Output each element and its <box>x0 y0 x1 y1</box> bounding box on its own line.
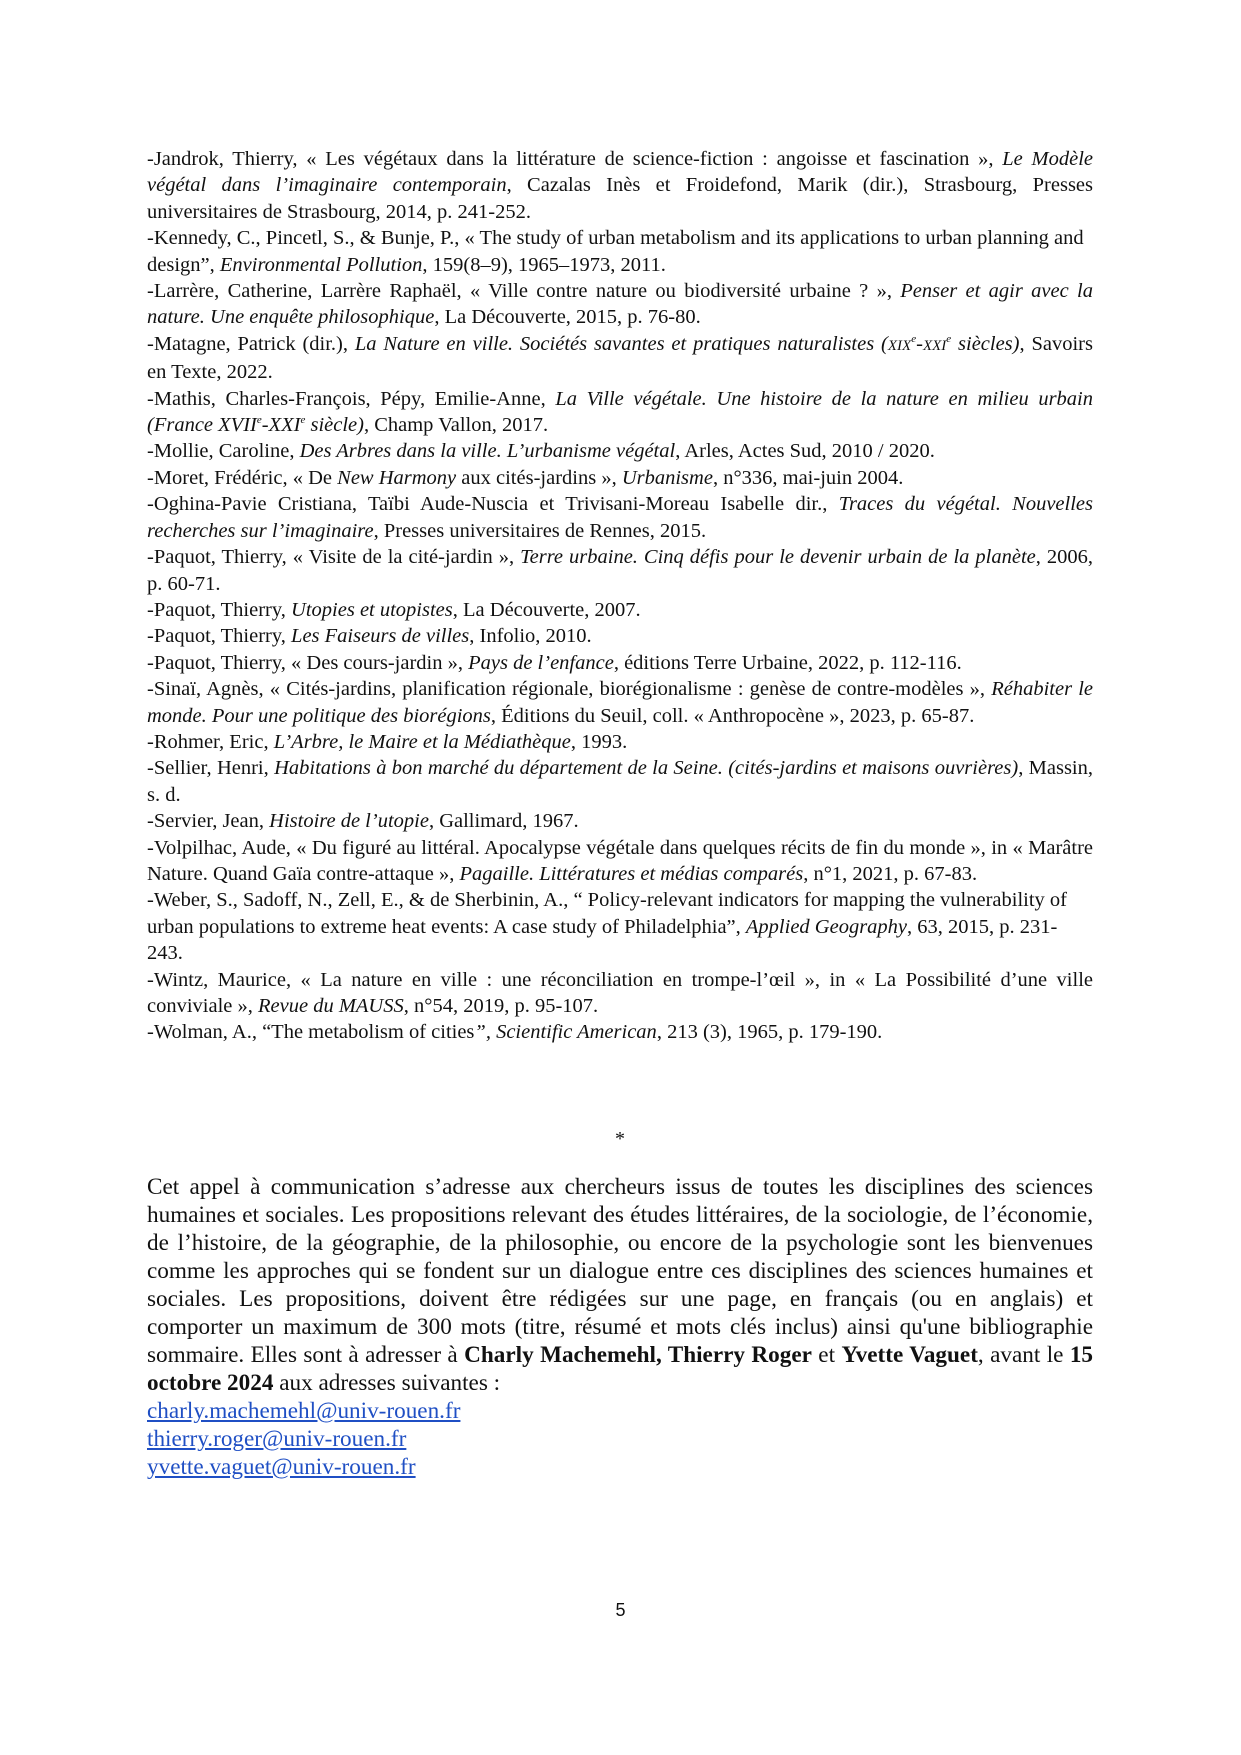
email-link[interactable]: thierry.roger@univ-rouen.fr <box>147 1425 407 1452</box>
bibliography-entry <box>147 146 1093 225</box>
text-run: e <box>256 414 262 427</box>
bibliography-entry <box>147 967 1093 1020</box>
italic-title-text: Utopies et utopistes <box>291 598 453 621</box>
text-run: -Mollie, Caroline, <box>147 440 300 463</box>
italic-title-text: Environmental Pollution <box>219 253 423 276</box>
text-run: , n°336, mai-juin 2004. <box>712 466 904 489</box>
bibliography-entry <box>147 835 1093 888</box>
italic-title-text: New Harmony <box>337 466 457 489</box>
bibliography-entry <box>147 544 1093 597</box>
italic-title-text: ”, Scientific American <box>474 1021 657 1044</box>
text-run: , La Découverte, 2015, p. 76-80. <box>434 306 701 329</box>
bibliography-entry <box>147 755 1093 808</box>
bibliography-entry <box>147 729 1093 755</box>
text-run: -Jandrok, Thierry, « Les végétaux dans la littérature de science-fiction : angoisse et fascination », <box>147 148 1003 170</box>
text-run: -Kennedy, C., Pincetl, S., & Bunje, P., « The study of urban metabolism and its applications to urban planning and design”, <box>147 227 1084 276</box>
text-run: -Wintz, Maurice, « La nature en ville : une réconciliation en trompe-l’œil », in « La Possibilité d’une ville conviviale », <box>147 968 1093 1017</box>
text-run: Cet appel à communication s’adresse aux chercheurs issus de toutes les disciplines des sciences humaines et sociales. Les propositions relevant des études littéraires, de la sociologie, de l’économie, de l’histoire, de la géographie, de la philosophie, ou encore de la psychologie sont les bienvenues comme les approches qui se fondent sur un dialogue entre ces disciplines des sciences humaines et sociales. Les propositions, doivent être rédigées sur une page, en français (ou en anglais) et comporter un maximum de 300 mots (titre, résumé et mots clés inclus) ainsi qu'une bibliographie sommaire. Elles sont à adresser à <box>147 1173 1093 1368</box>
text-run: -Paquot, Thierry, <box>147 625 292 648</box>
text-run: , 2006, p. 60-71. <box>147 546 1093 595</box>
text-run: -Matagne, Patrick (dir.), <box>147 332 355 355</box>
text-run: -Sellier, Henri, <box>147 757 275 780</box>
italic-title-text: La Nature en ville. Sociétés savantes et pratiques naturalistes ( <box>354 332 888 355</box>
italic-title-text: Pays de l’enfance <box>468 651 614 674</box>
italic-title-text: Réhabiter le monde. Pour une politique des biorégions <box>147 678 1093 727</box>
text-run: , Massin, s. d. <box>147 757 1093 806</box>
italic-title-text: Revue du MAUSS <box>258 995 404 1017</box>
bold-text: Yvette Vaguet <box>841 1341 978 1368</box>
italic-title-text: L’Arbre, le Maire et la Médiathèque <box>273 730 571 753</box>
text-run: XXI <box>922 337 947 354</box>
text-run: , Cazalas Inès et Froidefond, Marik (dir.), Strasbourg, Presses universitaires de Strasbourg, 2014, p. 241-252. <box>147 174 1093 223</box>
text-run: -Rohmer, Eric, <box>147 730 274 753</box>
email-link[interactable]: yvette.vaguet@univ-rouen.fr <box>147 1453 416 1480</box>
italic-title-text: Habitations à bon marché du département de la Seine. (cités-jardins et maisons ouvrières) <box>274 757 1019 780</box>
text-run: -Moret, Frédéric, « De <box>147 466 338 489</box>
bibliography-entry <box>147 597 1093 623</box>
italic-title-text: - <box>916 332 923 355</box>
text-run: -Wolman, A., “The metabolism of cities <box>147 1021 475 1044</box>
bold-text: Charly Machemehl, Thierry Roger <box>464 1341 812 1368</box>
text-run: e <box>911 333 917 346</box>
text-run: e <box>946 333 952 346</box>
text-run: , 159(8–9), 1965–1973, 2011. <box>422 253 666 276</box>
text-run: , n°54, 2019, p. 95-107. <box>403 995 599 1017</box>
bibliography-entry <box>147 623 1093 649</box>
italic-title-text: -XXI <box>261 414 301 437</box>
italic-title-text: Des Arbres dans la ville. L’urbanisme végétal <box>299 440 676 463</box>
text-run: , Savoirs en Texte, 2022. <box>147 332 1093 384</box>
italic-title-text: Penser et agir avec la nature. Une enquête philosophique <box>147 280 1093 329</box>
text-run: , Presses universitaires de Rennes, 2015. <box>373 519 707 542</box>
text-run: , La Découverte, 2007. <box>452 598 641 621</box>
text-run: -Mathis, Charles-François, Pépy, Emilie-Anne, <box>147 387 556 410</box>
text-run: -Paquot, Thierry, <box>147 598 292 621</box>
text-run: , Champ Vallon, 2017. <box>363 414 549 437</box>
italic-title-text: Urbanisme <box>621 466 713 489</box>
text-run: XIX <box>887 337 912 354</box>
italic-title-text: Les Faiseurs de villes <box>291 625 470 648</box>
italic-title-text: Le Modèle végétal dans l’imaginaire contemporain <box>147 148 1093 197</box>
italic-title-text: Histoire de l’utopie <box>269 810 429 833</box>
bibliography-list <box>147 146 1093 1046</box>
text-run: -Volpilhac, Aude, « Du figuré au littéral. Apocalypse végétale dans quelques récits de fin du monde », in « Marâtre Nature. Quand Gaïa contre-attaque », <box>147 836 1093 885</box>
bibliography-entry <box>147 438 1093 464</box>
bibliography-entry <box>147 331 1093 386</box>
text-run: aux adresses suivantes : <box>273 1369 501 1396</box>
italic-title-text: Terre urbaine. Cinq défis pour le devenir urbain de la planète <box>520 546 1036 569</box>
italic-title-text: Traces du végétal. Nouvelles recherches sur l’imaginaire <box>147 493 1093 542</box>
text-run: , avant le <box>977 1341 1070 1368</box>
bibliography-entry <box>147 491 1093 544</box>
section-separator: * <box>615 1127 625 1150</box>
bibliography-entry <box>147 650 1093 676</box>
text-run: , Infolio, 2010. <box>469 625 592 648</box>
text-run: e <box>300 414 306 427</box>
text-run: -Paquot, Thierry, « Visite de la cité-jardin », <box>147 546 521 569</box>
bibliography-entry <box>147 676 1093 729</box>
italic-title-text: siècles) <box>951 332 1020 355</box>
bibliography-entry <box>147 887 1093 966</box>
bibliography-entry <box>147 808 1093 834</box>
text-run: , 63, 2015, p. 231-243. <box>147 915 1058 965</box>
italic-title-text: siècle) <box>305 414 364 437</box>
text-run: -Larrère, Catherine, Larrère Raphaël, « Ville contre nature ou biodiversité urbaine ? », <box>147 280 901 303</box>
bibliography-entry <box>147 465 1093 491</box>
text-run: et <box>811 1341 842 1368</box>
italic-title-text: Pagaille. Littératures et médias comparés <box>459 862 804 885</box>
text-run: -Weber, S., Sadoff, N., Zell, E., & de Sherbinin, A., “ Policy-relevant indicators for mapping the vulnerability of urban populations to extreme heat events: A case study of Philadelphia”, <box>147 889 1068 938</box>
text-run: , 1993. <box>570 730 628 753</box>
text-run: -Servier, Jean, <box>147 810 270 833</box>
contact-email-list <box>147 1397 1093 1481</box>
text-run: , Éditions du Seuil, coll. « Anthropocène », 2023, p. 65-87. <box>490 704 975 727</box>
text-run: -Oghina-Pavie Cristiana, Taïbi Aude-Nuscia et Trivisani-Moreau Isabelle dir., <box>147 493 839 516</box>
call-for-papers-paragraph <box>147 1173 1093 1397</box>
text-run: aux cités-jardins », <box>456 466 622 489</box>
italic-title-text: Applied Geography <box>745 915 908 938</box>
bibliography-entry <box>147 278 1093 331</box>
bibliography-entry <box>147 1019 1093 1045</box>
email-link[interactable]: charly.machemehl@univ-rouen.fr <box>147 1397 461 1424</box>
text-run: , Gallimard, 1967. <box>428 810 579 833</box>
italic-title-text: La Ville végétale. Une histoire de la nature en milieu urbain (France XVII <box>147 387 1093 437</box>
page-number: 5 <box>615 1600 626 1620</box>
text-run: , éditions Terre Urbaine, 2022, p. 112-116. <box>613 651 962 674</box>
text-run: , Arles, Actes Sud, 2010 / 2020. <box>675 440 935 463</box>
bold-text: 15 octobre 2024 <box>147 1341 1094 1396</box>
bibliography-entry <box>147 386 1093 439</box>
text-run: -Sinaï, Agnès, « Cités-jardins, planification régionale, biorégionalisme : genèse de contre-modèles », <box>147 678 992 701</box>
text-run: -Paquot, Thierry, « Des cours-jardin », <box>147 651 469 674</box>
bibliography-entry <box>147 225 1093 278</box>
text-run: , 213 (3), 1965, p. 179-190. <box>656 1021 883 1044</box>
text-run: , n°1, 2021, p. 67-83. <box>803 862 978 885</box>
page-body <box>147 146 1093 1481</box>
